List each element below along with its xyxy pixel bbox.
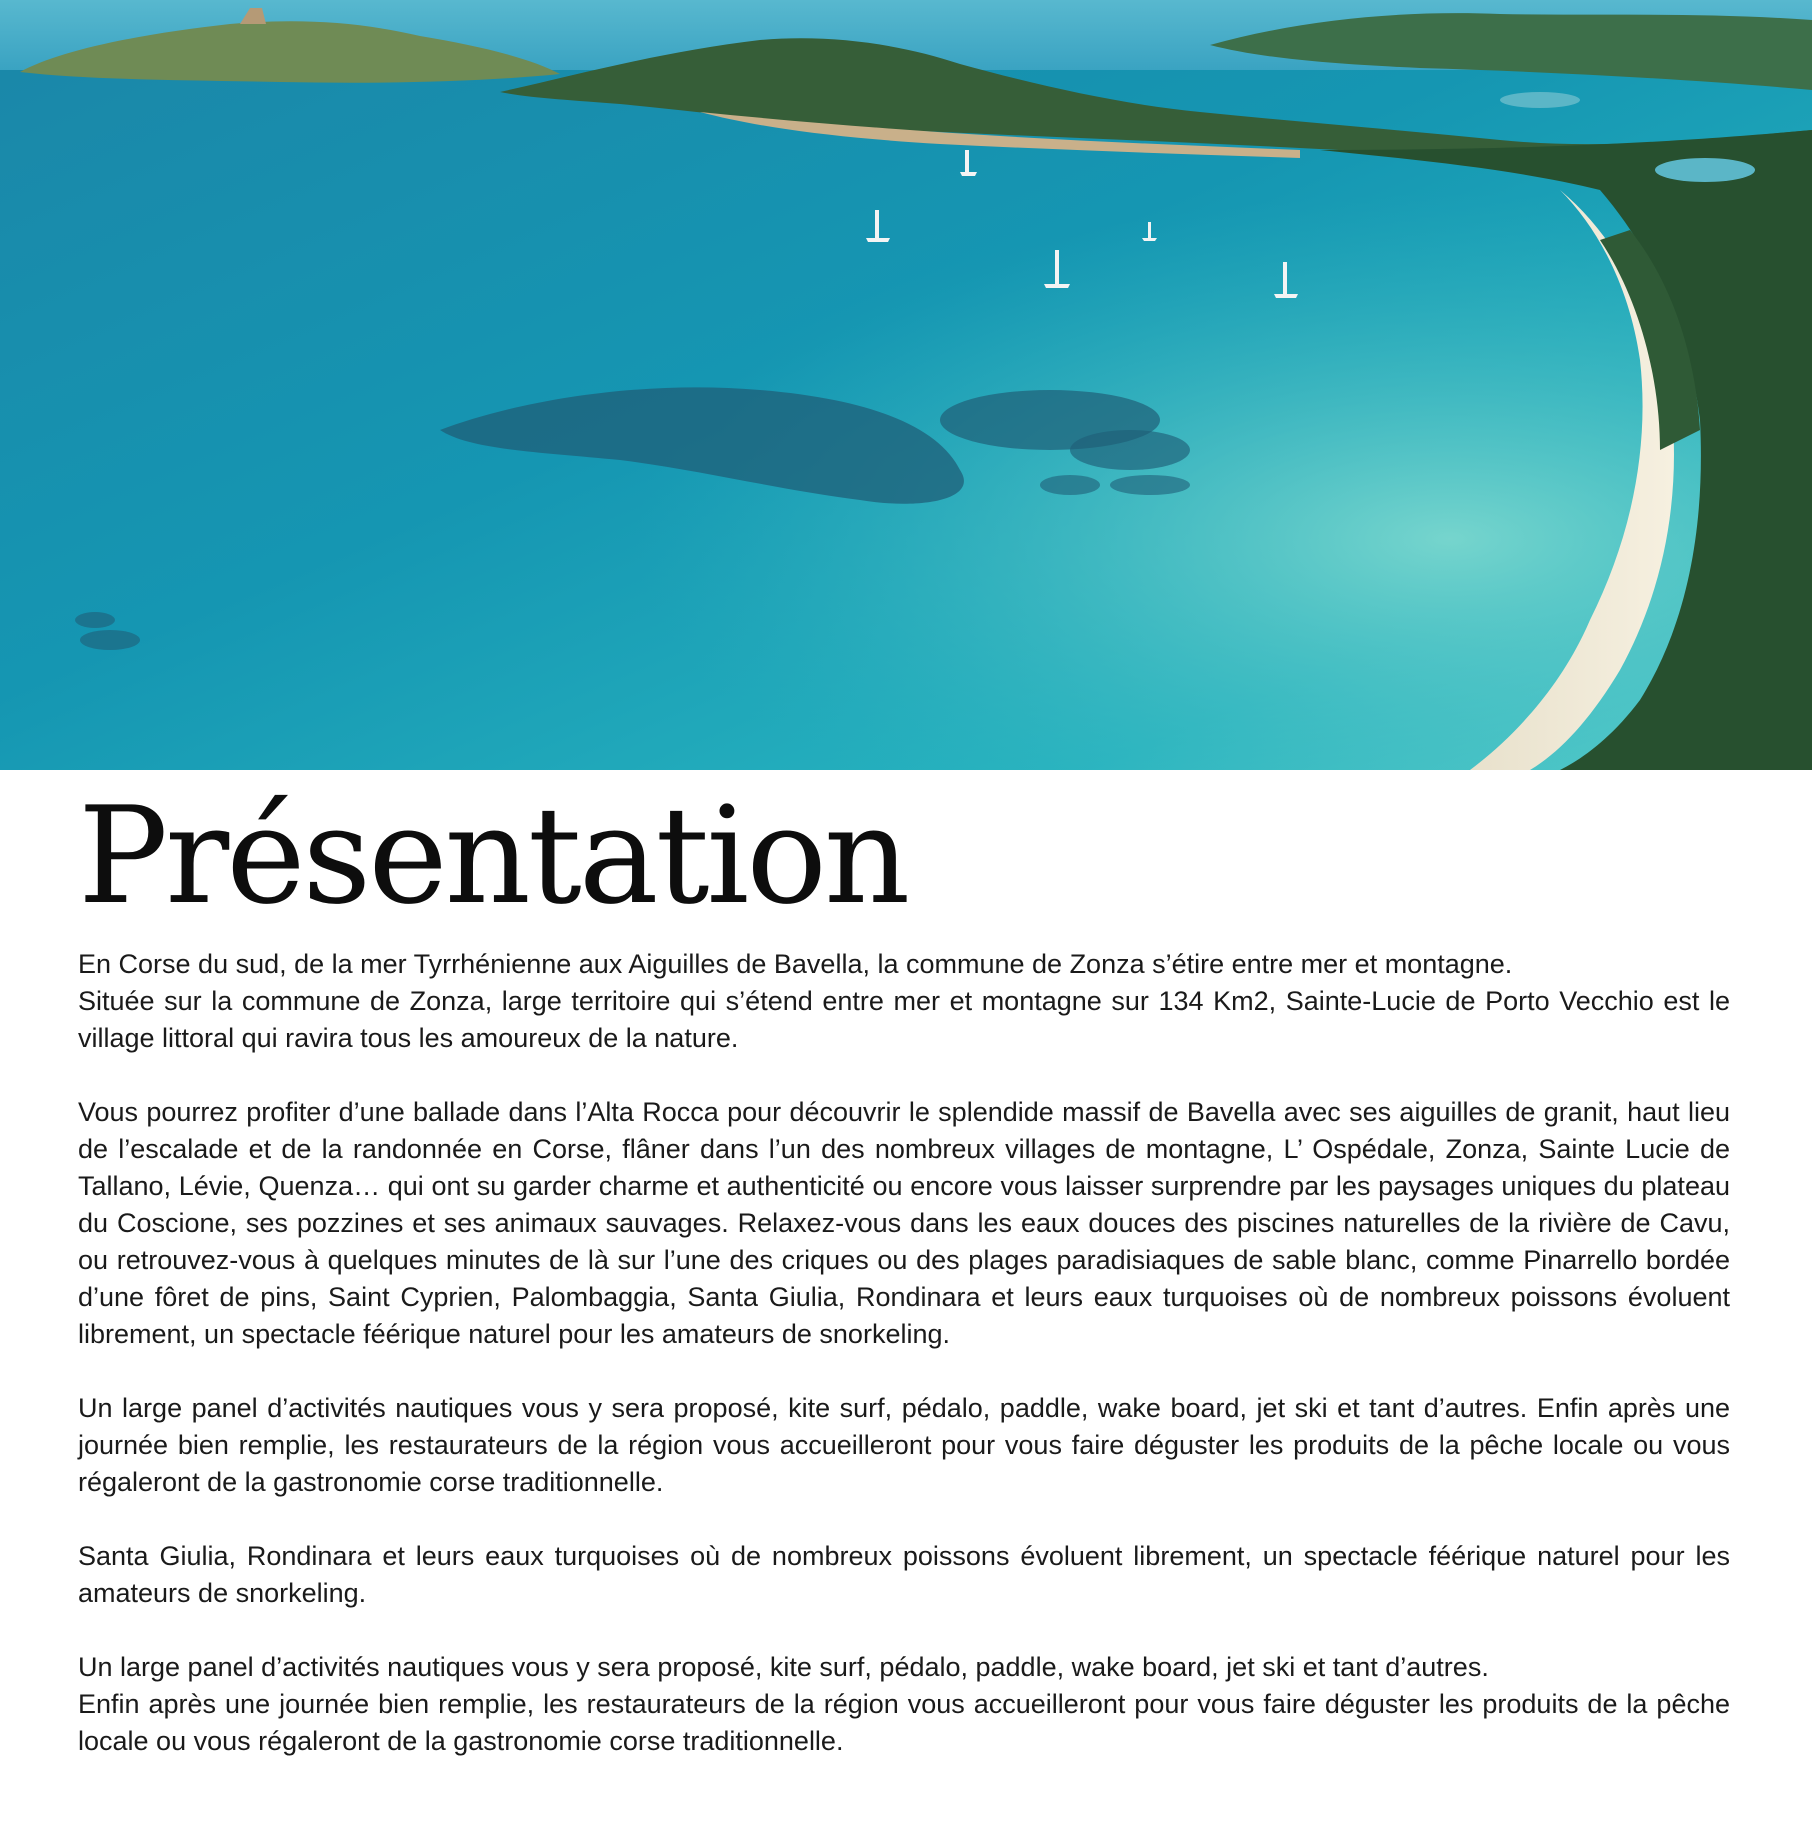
paragraph-line: Située sur la commune de Zonza, large territoire qui s’étend entre mer et montagne sur 134 Km2, Sainte-Lucie de Porto Vecchio est le village littoral qui ravira tous les amoureux de la nature. (78, 986, 1730, 1053)
paragraph-3 (78, 1390, 1730, 1501)
paragraph-line: En Corse du sud, de la mer Tyrrhénienne aux Aiguilles de Bavella, la commune de Zonza s’étire entre mer et montagne. (78, 949, 1513, 979)
body-text (78, 946, 1730, 1760)
paragraph-line: Enfin après une journée bien remplie, les restaurateurs de la région vous accueilleront pour vous faire déguster les produits de la pêche locale ou vous régaleront de la gastronomie corse traditionnelle. (78, 1689, 1730, 1756)
paragraph-line: Un large panel d’activités nautiques vous y sera proposé, kite surf, pédalo, paddle, wake board, jet ski et tant d’autres. Enfin après une journée bien remplie, les restaurateurs de la région vous accueilleront pour vous faire déguster les produits de la pêche locale ou vous régaleront de la gastronomie corse traditionnelle. (78, 1393, 1730, 1497)
paragraph-line: Vous pourrez profiter d’une ballade dans l’Alta Rocca pour découvrir le splendide massif de Bavella avec ses aiguilles de granit, haut lieu de l’escalade et de la randonnée en Corse, flâner dans l’un des nombreux villages de montagne, L’ Ospédale, Zonza, Sainte Lucie de Tallano, Lévie, Quenza… qui ont su garder charme et authenticité ou encore vous laisser surprendre par les paysages uniques du plateau du Coscione, ses pozzines et ses animaux sauvages. Relaxez-vous dans les eaux douces des piscines naturelles de la rivière de Cavu, ou retrouvez-vous à quelques minutes de là sur l’une des criques ou des plages paradisiaques de sable blanc, comme Pinarrello bordée d’une fôret de pins, Saint Cyprien, Palombaggia, Santa Giulia, Rondinara et leurs eaux turquoises où de nombreux poissons évoluent librement, un spectacle féérique naturel pour les amateurs de snorkeling. (78, 1097, 1730, 1349)
hero-photo-aerial-bay (0, 0, 1812, 770)
paragraph-4 (78, 1538, 1730, 1612)
presentation-section (78, 776, 1730, 1797)
page-title: Présentation (78, 778, 908, 934)
paragraph-line: Santa Giulia, Rondinara et leurs eaux turquoises où de nombreux poissons évoluent librement, un spectacle féérique naturel pour les amateurs de snorkeling. (78, 1541, 1730, 1608)
hero-photo-illustration (0, 0, 1812, 770)
paragraph-1 (78, 946, 1730, 1057)
paragraph-line: Un large panel d’activités nautiques vous y sera proposé, kite surf, pédalo, paddle, wake board, jet ski et tant d’autres. (78, 1652, 1489, 1682)
paragraph-2 (78, 1094, 1730, 1353)
paragraph-5 (78, 1649, 1730, 1760)
